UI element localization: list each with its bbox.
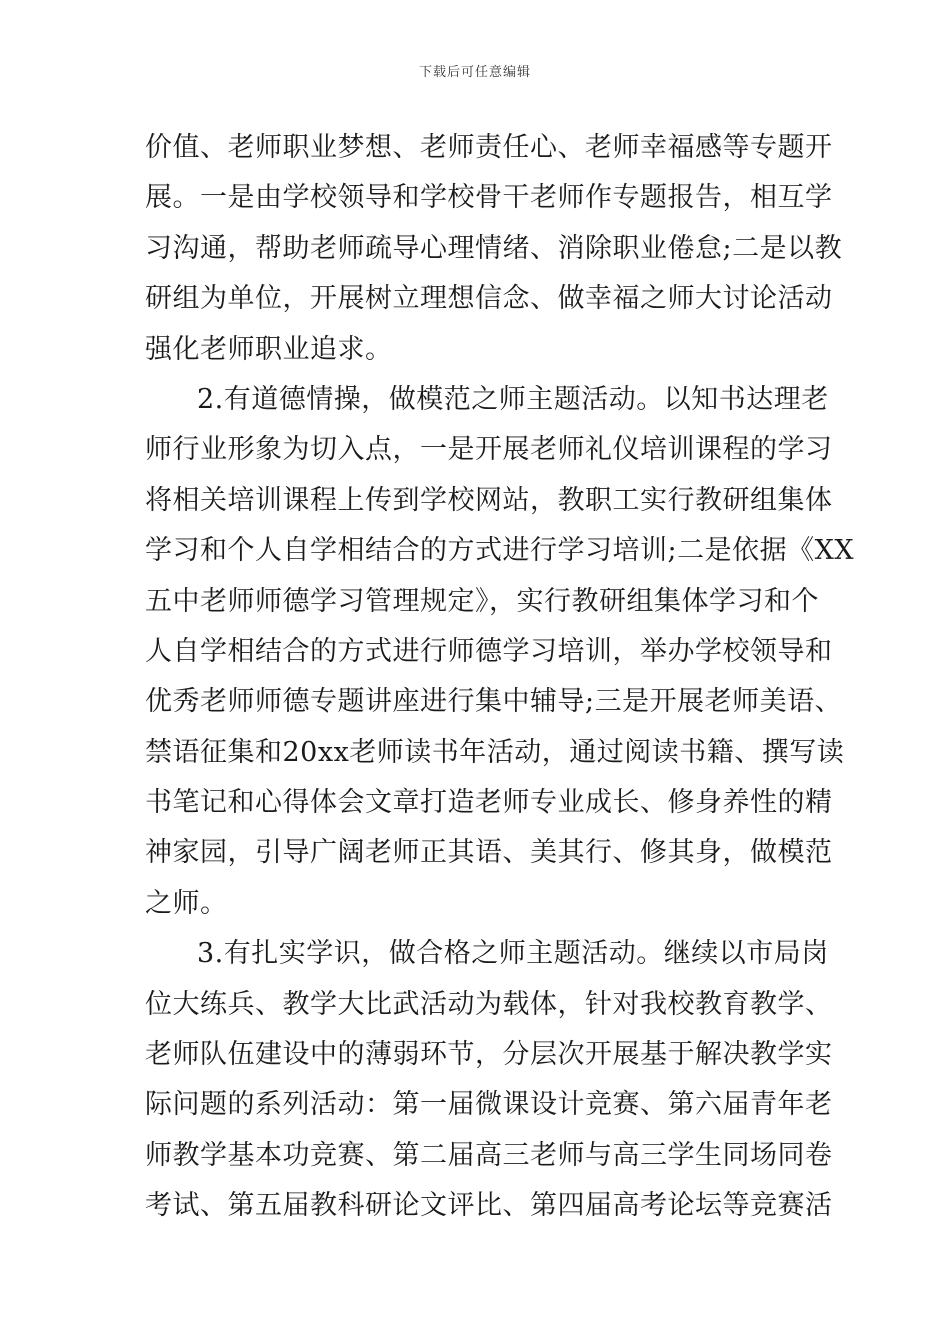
text-line: 五中老师师德学习管理规定》，实行教研组集体学习和个 [145, 585, 819, 617]
text-line: 价值、老师职业梦想、老师责任心、老师幸福感等专题开 [145, 132, 833, 163]
text-line: 之师。 [145, 887, 228, 919]
text-line: 展。一是由学校领导和学校骨干老师作专题报告，相互学 [145, 182, 833, 214]
text-line: 学习和个人自学相结合的方式进行学习培训;二是依据《XX [145, 535, 855, 567]
text-line: 考试、第五届教科研论文评比、第四届高考论坛等竞赛活 [145, 1190, 833, 1222]
paragraph-start-line: 2.有道德情操，做模范之师主题活动。以知书达理老 [197, 383, 829, 415]
page-header: 下载后可任意编辑 [418, 65, 531, 80]
text-line: 将相关培训课程上传到学校网站，教职工实行教研组集体 [145, 484, 833, 516]
text-line: 禁语征集和20xx老师读书年活动，通过阅读书籍、撰写读 [145, 736, 845, 768]
text-line: 习沟通，帮助老师疏导心理情绪、消除职业倦怠;二是以教 [145, 232, 843, 264]
text-line: 神家园，引导广阔老师正其语、美其行、修其身，做模范 [145, 837, 833, 869]
text-line: 优秀老师师德专题讲座进行集中辅导;三是开展老师美语、 [145, 686, 843, 718]
text-line: 人自学相结合的方式进行师德学习培训，举办学校领导和 [145, 635, 833, 667]
text-line: 书笔记和心得体会文章打造老师专业成长、修身养性的精 [145, 787, 833, 819]
text-line: 老师队伍建设中的薄弱环节，分层次开展基于解决教学实 [145, 1039, 833, 1071]
text-line: 位大练兵、教学大比武活动为载体，针对我校教育教学、 [145, 988, 833, 1020]
text-line: 研组为单位，开展树立理想信念、做幸福之师大讨论活动 [145, 283, 833, 315]
document-body [145, 123, 855, 1232]
text-line: 际问题的系列活动：第一届微课设计竞赛、第六届青年老 [145, 1089, 833, 1121]
text-line: 师教学基本功竞赛、第二届高三老师与高三学生同场同卷 [145, 1139, 833, 1171]
text-line: 强化老师职业追求。 [145, 333, 393, 365]
paragraph-start-line: 3.有扎实学识，做合格之师主题活动。继续以市局岗 [197, 938, 829, 970]
text-line: 师行业形象为切入点，一是开展老师礼仪培训课程的学习 [145, 434, 833, 466]
